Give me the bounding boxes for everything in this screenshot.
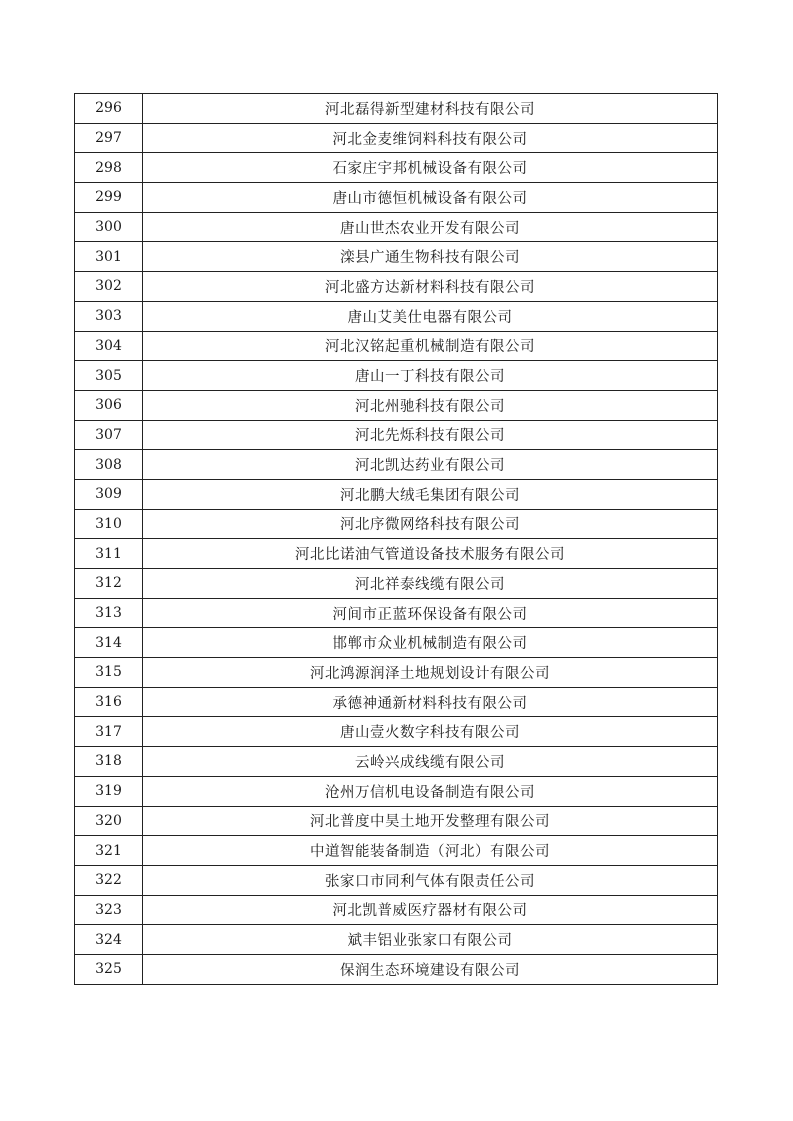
row-number-cell: 310 (75, 509, 143, 539)
company-name-cell: 石家庄宇邦机械设备有限公司 (143, 153, 718, 183)
table-row (75, 509, 718, 539)
company-name-cell: 唐山艾美仕电器有限公司 (143, 301, 718, 331)
company-name-cell: 云岭兴成线缆有限公司 (143, 747, 718, 777)
company-name-cell: 河间市正蓝环保设备有限公司 (143, 598, 718, 628)
table-row (75, 569, 718, 599)
table-row (75, 212, 718, 242)
company-name-cell: 河北普度中昊土地开发整理有限公司 (143, 806, 718, 836)
table-row (75, 272, 718, 302)
row-number-cell: 306 (75, 390, 143, 420)
table-row (75, 717, 718, 747)
company-name-cell: 河北盛方达新材料科技有限公司 (143, 272, 718, 302)
company-name-cell: 保润生态环境建设有限公司 (143, 954, 718, 984)
row-number-cell: 319 (75, 776, 143, 806)
table-row (75, 806, 718, 836)
company-name-cell: 河北鹏大绒毛集团有限公司 (143, 479, 718, 509)
row-number-cell: 296 (75, 94, 143, 124)
row-number-cell: 316 (75, 687, 143, 717)
table-body (75, 94, 718, 985)
company-name-cell: 唐山壹火数字科技有限公司 (143, 717, 718, 747)
row-number-cell: 302 (75, 272, 143, 302)
company-name-cell: 河北凯普威医疗器材有限公司 (143, 895, 718, 925)
row-number-cell: 318 (75, 747, 143, 777)
row-number-cell: 317 (75, 717, 143, 747)
company-name-cell: 沧州万信机电设备制造有限公司 (143, 776, 718, 806)
table-row (75, 776, 718, 806)
row-number-cell: 301 (75, 242, 143, 272)
company-name-cell: 滦县广通生物科技有限公司 (143, 242, 718, 272)
row-number-cell: 307 (75, 420, 143, 450)
table-row (75, 153, 718, 183)
table-row (75, 183, 718, 213)
row-number-cell: 303 (75, 301, 143, 331)
row-number-cell: 297 (75, 123, 143, 153)
table-row (75, 361, 718, 391)
company-name-cell: 唐山一丁科技有限公司 (143, 361, 718, 391)
row-number-cell: 299 (75, 183, 143, 213)
row-number-cell: 323 (75, 895, 143, 925)
company-name-cell: 河北鸿源润泽土地规划设计有限公司 (143, 658, 718, 688)
company-name-cell: 河北磊得新型建材科技有限公司 (143, 94, 718, 124)
table-row (75, 123, 718, 153)
row-number-cell: 305 (75, 361, 143, 391)
row-number-cell: 321 (75, 836, 143, 866)
table-row (75, 450, 718, 480)
row-number-cell: 309 (75, 479, 143, 509)
table-row (75, 628, 718, 658)
table-row (75, 598, 718, 628)
company-name-cell: 斌丰铝业张家口有限公司 (143, 925, 718, 955)
table-row (75, 420, 718, 450)
company-name-cell: 承德神通新材料科技有限公司 (143, 687, 718, 717)
company-name-cell: 河北先烁科技有限公司 (143, 420, 718, 450)
company-name-cell: 河北祥泰线缆有限公司 (143, 569, 718, 599)
row-number-cell: 300 (75, 212, 143, 242)
table-row (75, 954, 718, 984)
company-name-cell: 唐山市德恒机械设备有限公司 (143, 183, 718, 213)
table-row (75, 687, 718, 717)
table-row (75, 658, 718, 688)
row-number-cell: 304 (75, 331, 143, 361)
company-name-cell: 邯郸市众业机械制造有限公司 (143, 628, 718, 658)
company-name-cell: 张家口市同利气体有限责任公司 (143, 865, 718, 895)
company-name-cell: 河北汉铭起重机械制造有限公司 (143, 331, 718, 361)
company-name-cell: 河北比诺油气管道设备技术服务有限公司 (143, 539, 718, 569)
company-name-cell: 中道智能装备制造（河北）有限公司 (143, 836, 718, 866)
table-row (75, 242, 718, 272)
table-row (75, 865, 718, 895)
row-number-cell: 298 (75, 153, 143, 183)
company-table (74, 93, 718, 985)
company-name-cell: 河北金麦维饲料科技有限公司 (143, 123, 718, 153)
table-row (75, 925, 718, 955)
row-number-cell: 325 (75, 954, 143, 984)
table-row (75, 301, 718, 331)
row-number-cell: 315 (75, 658, 143, 688)
company-name-cell: 唐山世杰农业开发有限公司 (143, 212, 718, 242)
row-number-cell: 322 (75, 865, 143, 895)
table-row (75, 479, 718, 509)
row-number-cell: 312 (75, 569, 143, 599)
company-name-cell: 河北凯达药业有限公司 (143, 450, 718, 480)
row-number-cell: 308 (75, 450, 143, 480)
table-row (75, 539, 718, 569)
table-row (75, 895, 718, 925)
row-number-cell: 314 (75, 628, 143, 658)
row-number-cell: 311 (75, 539, 143, 569)
table-row (75, 747, 718, 777)
table-row (75, 836, 718, 866)
row-number-cell: 320 (75, 806, 143, 836)
row-number-cell: 313 (75, 598, 143, 628)
row-number-cell: 324 (75, 925, 143, 955)
table-row (75, 390, 718, 420)
company-name-cell: 河北序微网络科技有限公司 (143, 509, 718, 539)
table-row (75, 331, 718, 361)
company-name-cell: 河北州驰科技有限公司 (143, 390, 718, 420)
table-row (75, 94, 718, 124)
